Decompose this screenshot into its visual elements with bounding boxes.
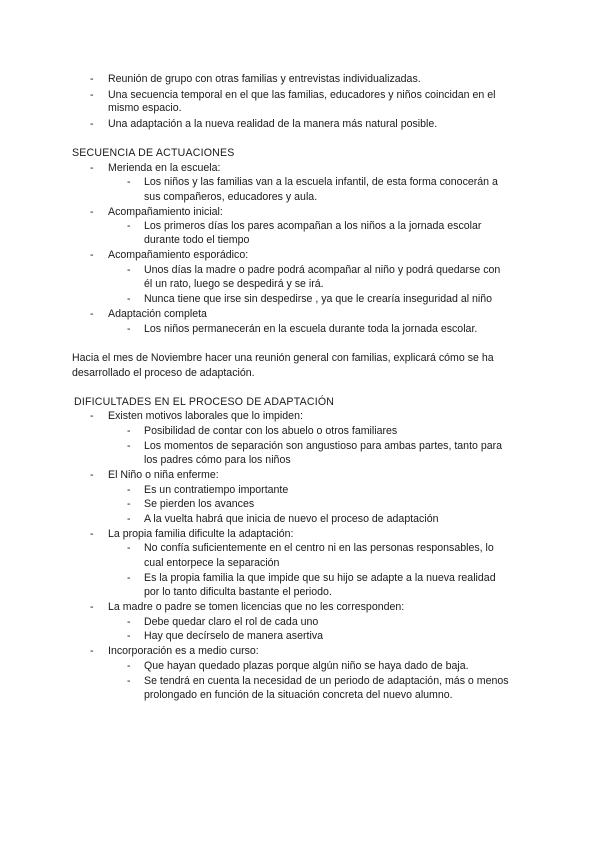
list-label-laborales: Existen motivos laborales que lo impiden: [108, 410, 303, 422]
intro-item-3: Una adaptación a la nueva realidad de la manera más natural posible. [108, 118, 438, 130]
paragraph-line-2: desarrollado el proceso de adaptación. [72, 367, 255, 379]
section-heading-dificultades: DIFICULTADES EN EL PROCESO DE ADAPTACIÓN [74, 396, 335, 408]
dash: - [90, 206, 94, 218]
list-label-completa: Adaptación completa [108, 308, 207, 320]
dash: - [127, 660, 131, 672]
dash: - [127, 293, 131, 305]
sub-item: Es un contratiempo importante [144, 484, 289, 496]
dash: - [90, 89, 94, 101]
dash: - [90, 118, 94, 130]
sub-item-cont: prolongado en función de la situación concreta del nuevo alumno. [144, 689, 453, 701]
dash: - [90, 73, 94, 85]
dash: - [127, 616, 131, 628]
dash: - [127, 264, 131, 276]
section-heading-secuencia: SECUENCIA DE ACTUACIONES [72, 147, 235, 159]
list-label-licencias: La madre o padre se tomen licencias que no les corresponden: [108, 601, 405, 613]
sub-item: Los niños y las familias van a la escuela infantil, de esta forma conocerán a [144, 176, 498, 188]
sub-item: Es la propia familia la que impide que su hijo se adapte a la nueva realidad [144, 572, 496, 584]
dash: - [127, 176, 131, 188]
intro-item-2: Una secuencia temporal en el que las familias, educadores y niños coincidan en el [108, 89, 496, 101]
dash: - [90, 469, 94, 481]
sub-item: Posibilidad de contar con los abuelo o otros familiares [144, 425, 398, 437]
dash: - [90, 528, 94, 540]
list-label-esporadico: Acompañamiento esporádico: [108, 249, 249, 261]
sub-item-cont: él un rato, luego se despedirá y se irá. [144, 278, 324, 290]
list-label-familia: La propia familia dificulte la adaptación: [108, 528, 294, 540]
sub-item: A la vuelta habrá que inicia de nuevo el proceso de adaptación [144, 513, 439, 525]
sub-item: Que hayan quedado plazas porque algún niño se haya dado de baja. [144, 660, 469, 672]
intro-item-1: Reunión de grupo con otras familias y entrevistas individualizadas. [108, 73, 421, 85]
dash: - [127, 675, 131, 687]
list-label-merienda: Merienda en la escuela: [108, 162, 221, 174]
sub-item: Los primeros días los pares acompañan a los niños a la jornada escolar [144, 220, 482, 232]
dash: - [127, 220, 131, 232]
sub-item: Debe quedar claro el rol de cada uno [144, 616, 319, 628]
dash: - [127, 323, 131, 335]
list-label-inicial: Acompañamiento inicial: [108, 206, 223, 218]
sub-item: Los niños permanecerán en la escuela durante toda la jornada escolar. [144, 323, 478, 335]
paragraph-line-1: Hacia el mes de Noviembre hacer una reunión general con familias, explicará cómo se ha [72, 352, 494, 364]
dash: - [90, 162, 94, 174]
list-label-enferme: El Niño o niña enferme: [108, 469, 219, 481]
dash: - [127, 484, 131, 496]
sub-item-cont: sus compañeros, educadores y aula. [144, 191, 318, 203]
dash: - [127, 440, 131, 452]
dash: - [90, 410, 94, 422]
sub-item: Se pierden los avances [144, 498, 255, 510]
sub-item-cont: durante todo el tiempo [144, 234, 250, 246]
sub-item-cont: por lo tanto dificulta bastante el periodo. [144, 586, 332, 598]
sub-item-cont: cual entorpece la separación [144, 557, 280, 569]
dash: - [90, 308, 94, 320]
dash: - [127, 630, 131, 642]
sub-item-cont: los padres cómo para los niños [144, 454, 291, 466]
sub-item: No confía suficientemente en el centro ni en las personas responsables, lo [144, 542, 494, 554]
dash: - [90, 645, 94, 657]
dash: - [127, 425, 131, 437]
list-label-incorporacion: Incorporación es a medio curso: [108, 645, 259, 657]
sub-item: Hay que decírselo de manera asertiva [144, 630, 324, 642]
sub-item: Se tendrá en cuenta la necesidad de un periodo de adaptación, más o menos [144, 675, 509, 687]
sub-item: Unos días la madre o padre podrá acompañar al niño y podrá quedarse con [144, 264, 501, 276]
dash: - [127, 572, 131, 584]
dash: - [127, 513, 131, 525]
sub-item: Nunca tiene que irse sin despedirse , ya que le crearía inseguridad al niño [144, 293, 493, 305]
intro-item-2-cont: mismo espacio. [108, 102, 182, 114]
dash: - [90, 249, 94, 261]
sub-item: Los momentos de separación son angustioso para ambas partes, tanto para [144, 440, 503, 452]
dash: - [127, 498, 131, 510]
dash: - [90, 601, 94, 613]
dash: - [127, 542, 131, 554]
